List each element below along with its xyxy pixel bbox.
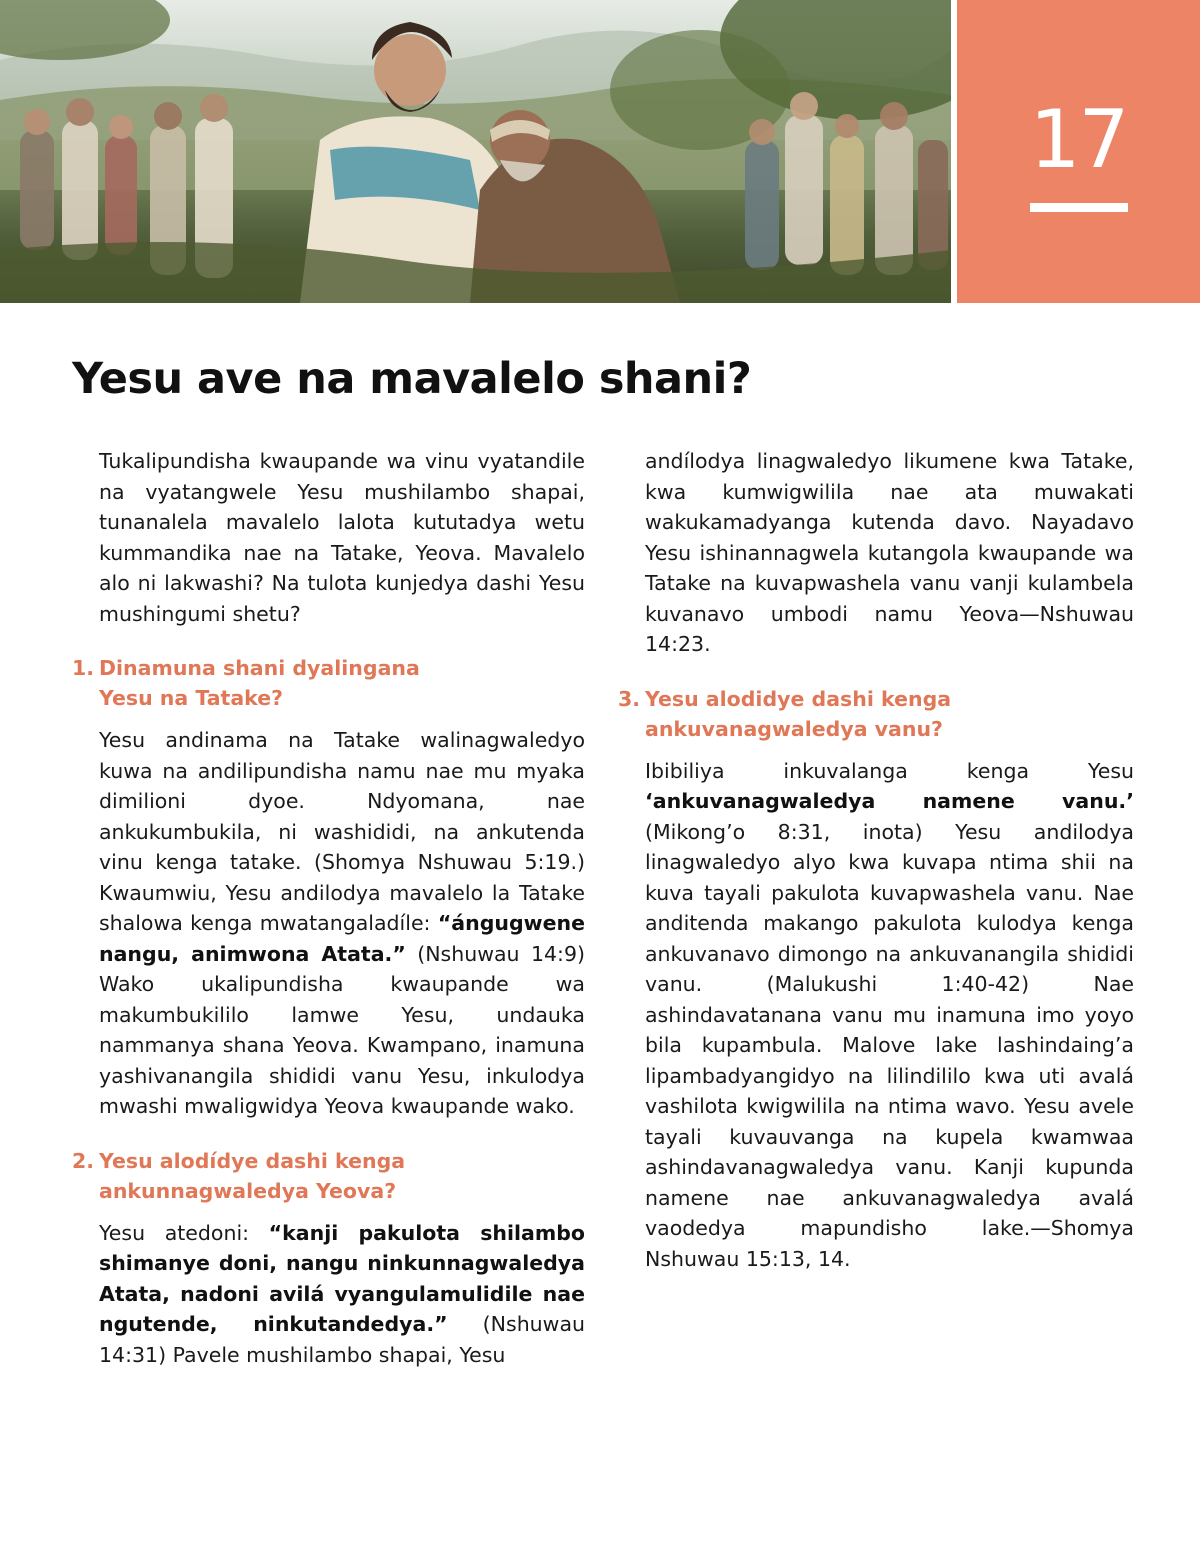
section-2-text-b: (Nshuwau 14:31) Pavele mushilambo shapai, Yesu [99,1312,586,1367]
section-3-number: 3. [618,686,641,711]
section-1-heading-line2: Yesu na Tatake? [99,686,284,710]
section-1-heading [72,653,585,713]
section-1-quote: “ángugwene nangu, animwona Atata.” [99,911,585,966]
section-2-paragraph [99,1218,585,1371]
intro-paragraph: Tukalipundisha kwaupande wa vinu vyatandile na vyatangwele Yesu mushilambo shapai, tunanalela mavalelo lalota kututadya wetu kummandika nae na Tatake, Yeova. Mavalelo alo ni lakwashi? Na tulota kunjedya dashi Yesu mushingumi shetu? [99,449,585,626]
section-2-heading-line1: Yesu alodídye dashi kenga [99,1148,406,1173]
section-1-text-b: (Nshuwau 14:9) Wako ukalipundisha kwaupande wa makumbukililo lamwe Yesu, undauka nammanya shana Yeova. Kwampano, inamuna yashivanangila shididi vanu Yesu, inkulodya mwashi mwaligwidya Yeova kwaupande wako. [99,941,585,1118]
right-column [618,446,1134,1274]
section-1-number: 1. [72,656,95,680]
section-3-heading-line2: ankuvanagwaledya vanu? [645,716,943,741]
illustration-scene [0,0,951,303]
section-3-heading [618,684,1134,744]
section-2-text-a: Yesu atedoni: [99,1220,269,1245]
section-2-heading [72,1146,585,1206]
section-3-text-b: (Mikong’o 8:31, inota) Yesu andilodya linagwaledyo alyo kwa kuvapa ntima shii na kuva tayali pakulota kuvapwashela vanu. Nae anditenda makango pakulota kulodya kenga ankuvanavo dimongo na ankuvanangila shididi vanu. (Malukushi 1:40-42) Nae ashindavatanana vanu mu inamuna imo yoyo bila kupambula. Malove lake lashindaing’a lipambadyangidyo na lilindililo kwa uti avalá vashilota kwigwilila na ntima wavo. Yesu avele tayali kuvauvanga na kupela kwamwaa ashindavanagwaledya vanu. Kanji kupunda namene nae ankuvanagwaledya avalá vaodedya mapundisho lake.—Shomya Nshuwau 15:13, 14. [645,819,1134,1271]
lesson-number-rule [1030,203,1128,212]
section-2-quote: “kanji pakulota shilambo shimanye doni, nangu ninkunnagwaledya Atata, nadoni avilá vyangulamulidile nae ngutende, ninkutandedya.” [99,1220,585,1336]
section-3-text-a: Ibibiliya inkuvalanga kenga Yesu [645,758,1134,783]
page-title: Yesu ave na mavalelo shani? [72,354,752,404]
section-1-text-a: Yesu andinama na Tatake walinagwaledyo kuwa na andilipundisha namu nae mu myaka dimilioni dyoe. Ndyomana, nae ankukumbukila, ni washididi, na ankutenda vinu kenga tatake. (Shomya Nshuwau 5:19.) Kwaumwiu, Yesu andilodya mavalelo la Tatake shalowa kenga mwatangaladíle: [99,728,585,935]
left-column [72,446,586,1370]
lesson-number-block [957,0,1200,303]
section-3-quote: ‘ankuvanagwaledya namene vanu.’ [645,789,1134,813]
section-2-heading-line2: ankunnagwaledya Yeova? [99,1178,397,1203]
section-2-paragraph-continued: andílodya linagwaledyo likumene kwa Tatake, kwa kumwigwilila nae ata muwakati wakukamadyanga kutenda davo. Nayadavo Yesu ishinannagwela kutangola kwaupande wa Tatake na kuvapwashela vanu vanji kulambela kuvanavo umbodi namu Yeova—Nshuwau 14:23. [645,449,1134,656]
section-1-paragraph [99,725,585,1122]
lesson-number: 17 [1029,93,1128,186]
section-1-heading-line1: Dinamuna shani dyalingana [99,656,420,680]
section-2-number: 2. [72,1148,95,1173]
section-3-paragraph [645,756,1134,1275]
header-illustration [0,0,951,303]
section-3-heading-line1: Yesu alodidye dashi kenga [645,686,952,711]
